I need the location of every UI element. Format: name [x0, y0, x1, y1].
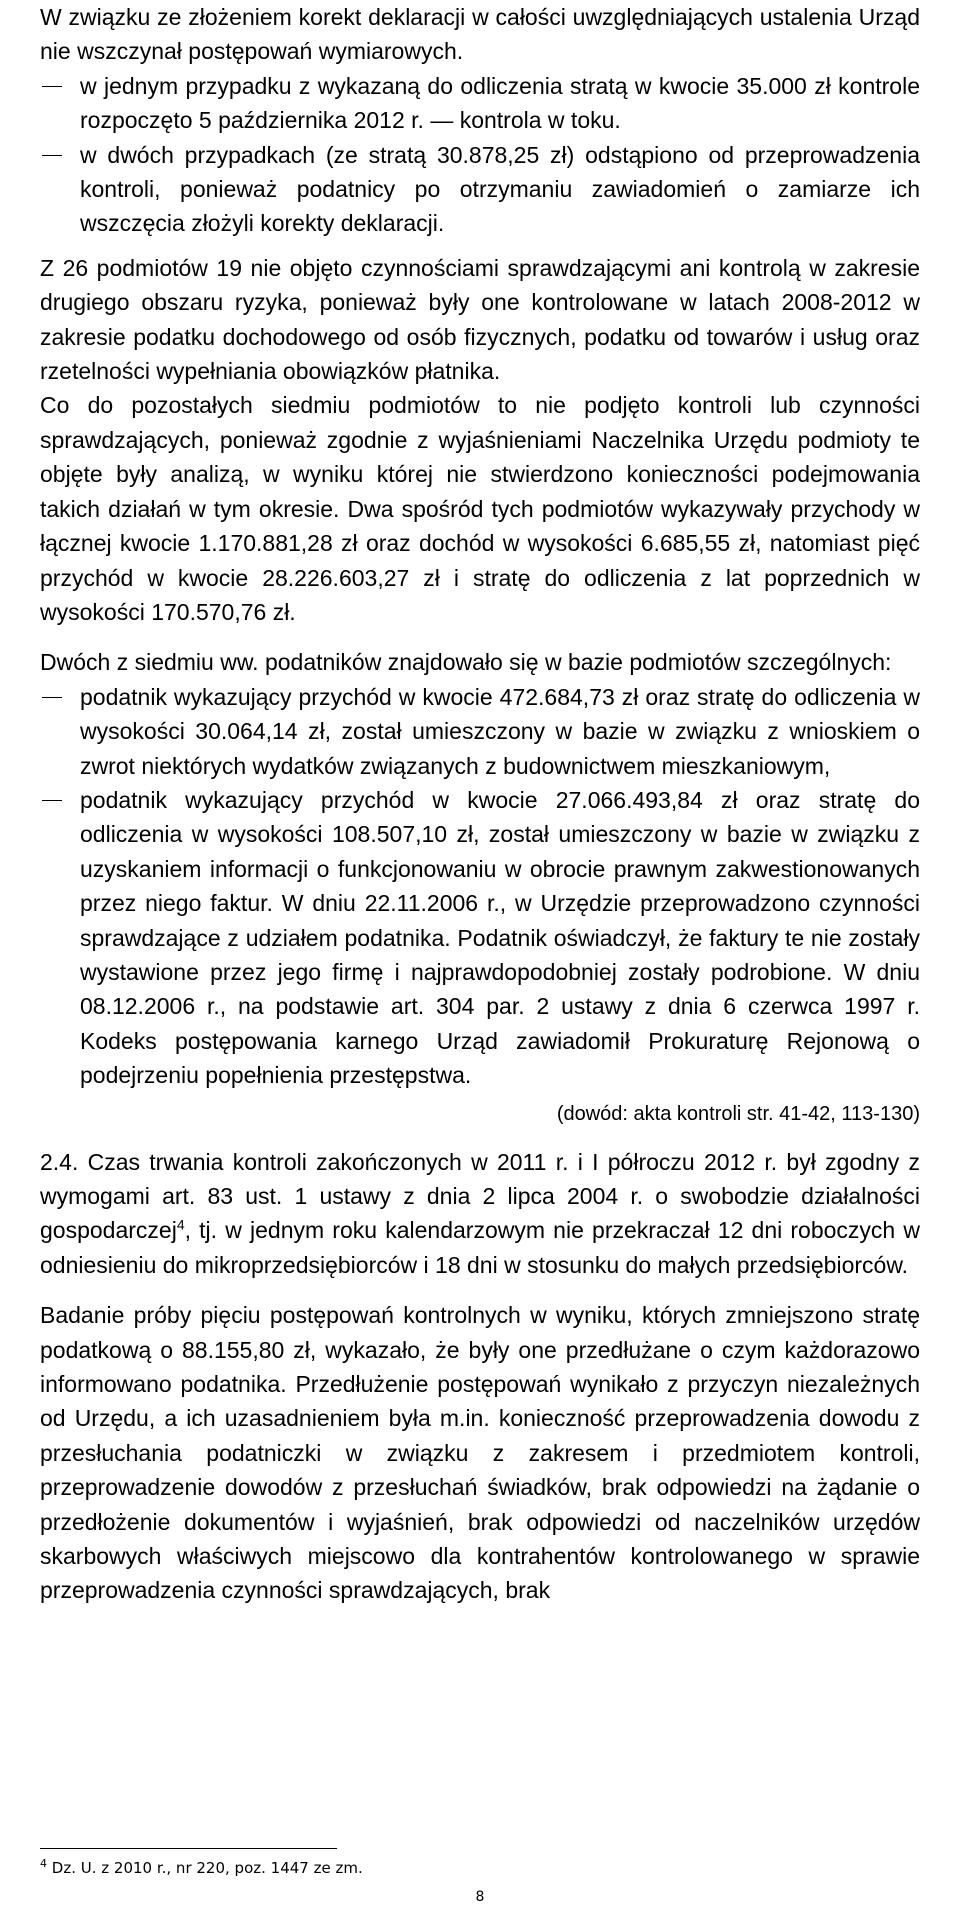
list-item-text: w jednym przypadku z wykazaną do odliczenia stratą w kwocie 35.000 zł kontrole rozpoczęto 5 października 2012 r. — kontrola w toku.	[80, 72, 920, 134]
list-item-text: w dwóch przypadkach (ze stratą 30.878,25 zł) odstąpiono od przeprowadzenia kontroli, ponieważ podatnicy po otrzymaniu zawiadomień o zamiarze ich wszczęcia złożyli korekty deklaracji.	[80, 141, 920, 237]
list-item	[40, 138, 920, 241]
paragraph-special-entities: Dwóch z siedmiu ww. podatników znajdowało się w bazie podmiotów szczególnych:	[40, 649, 892, 676]
list-item	[40, 680, 920, 783]
section-2-4-text: 2.4. Czas trwania kontroli zakończonych w 2011 r. i I półroczu 2012 r. był zgodny z wymogami art. 83 ust. 1 ustawy z dnia 2 lipca 2004 r. o swobodzie działalności gospodarczej	[40, 1148, 920, 1244]
sample-study-paragraph: Badanie próby pięciu postępowań kontrolnych w wyniku, których zmniejszono stratę podatkową o 88.155,80 zł, wykazało, że były one przedłużane o czym każdorazowo informowano podatnika. Przedłużenie postępowań wynikało z przyczyn niezależnych od Urzędu, a ich uzasadnieniem była m.in. konieczność przeprowadzenia dowodu z przesłuchania podatniczki w związku z zakresem i przedmiotem kontroli, przeprowadzenie dowodów z przesłuchań świadków, brak odpowiedzi na żądanie o przedłożenie dokumentów i wyjaśnień, brak odpowiedzi od naczelników urzędów skarbowych właściwych miejscowo dla kontrahentów kontrolowanego w sprawie przeprowadzenia czynności sprawdzających, brak	[40, 1302, 920, 1604]
footnote-number: 4	[40, 1857, 47, 1870]
footnote-reference: 4	[176, 1216, 185, 1233]
footnote-text: Dz. U. z 2010 r., nr 220, poz. 1447 ze zm.	[51, 1859, 363, 1877]
page-number: 8	[475, 1889, 485, 1905]
footnote-separator	[40, 1848, 337, 1849]
footnote	[40, 1858, 363, 1878]
list-item-text: podatnik wykazujący przychód w kwocie 472.684,73 zł oraz stratę do odliczenia w wysokości 30.064,14 zł, został umieszczony w bazie w związku z wnioskiem o zwrot niektórych wydatków związanych z budownictwem mieszkaniowym,	[80, 683, 920, 779]
intro-paragraph: W związku ze złożeniem korekt deklaracji w całości uwzględniających ustalenia Urząd nie wszczynał postępowań wymiarowych.	[40, 4, 920, 65]
dash-bullet-icon	[42, 155, 62, 157]
list-item	[40, 69, 920, 138]
dash-bullet-icon	[42, 800, 62, 802]
paragraph-26-entities: Z 26 podmiotów 19 nie objęto czynnościami sprawdzającymi ani kontrolą w zakresie drugiego obszaru ryzyka, ponieważ były one kontrolowane w latach 2008-2012 w zakresie podatku dochodowego od osób fizycznych, podatku od towarów i usług oraz rzetelności wypełniania obowiązków płatnika.	[40, 254, 920, 385]
list-item-text: podatnik wykazujący przychód w kwocie 27.066.493,84 zł oraz stratę do odliczenia w wysokości 108.507,10 zł, został umieszczony w bazie w związku z uzyskaniem informacji o funkcjonowaniu w obrocie prawnym zakwestionowanych przez niego faktur. W dniu 22.11.2006 r., w Urzędzie przeprowadzono czynności sprawdzające z udziałem podatnika. Podatnik oświadczył, że faktury te nie zostały wystawione przez jego firmę i najprawdopodobniej zostały podrobione. W dniu 08.12.2006 r., na podstawie art. 304 par. 2 ustawy z dnia 6 czerwca 1997 r. Kodeks postępowania karnego Urząd zawiadomił Prokuraturę Rejonową o podejrzeniu popełnienia przestępstwa.	[80, 786, 920, 1089]
list-item	[40, 783, 920, 1093]
dash-bullet-icon	[42, 86, 62, 88]
section-2-4-paragraph	[40, 1145, 920, 1283]
document-body	[40, 0, 920, 1608]
paragraph-seven-entities: Co do pozostałych siedmiu podmiotów to nie podjęto kontroli lub czynności sprawdzających, ponieważ zgodnie z wyjaśnieniami Naczelnika Urzędu podmioty te objęte były analizą, w wyniku której nie stwierdzono konieczności podejmowania takich działań w tym okresie. Dwa spośród tych podmiotów wykazywały przychody w łącznej kwocie 1.170.881,28 zł oraz dochód w wysokości 6.685,55 zł, natomiast pięć przychód w kwocie 28.226.603,27 zł i stratę do odliczenia z lat poprzednich w wysokości 170.570,76 zł.	[40, 392, 920, 625]
dash-bullet-icon	[42, 697, 62, 699]
evidence-reference: (dowód: akta kontroli str. 41-42, 113-130)	[556, 1102, 920, 1125]
section-2-4-text-continued: , tj. w jednym roku kalendarzowym nie przekraczał 12 dni roboczych w odniesieniu do mikroprzedsiębiorców i 18 dni w stosunku do małych przedsiębiorców.	[40, 1217, 920, 1278]
